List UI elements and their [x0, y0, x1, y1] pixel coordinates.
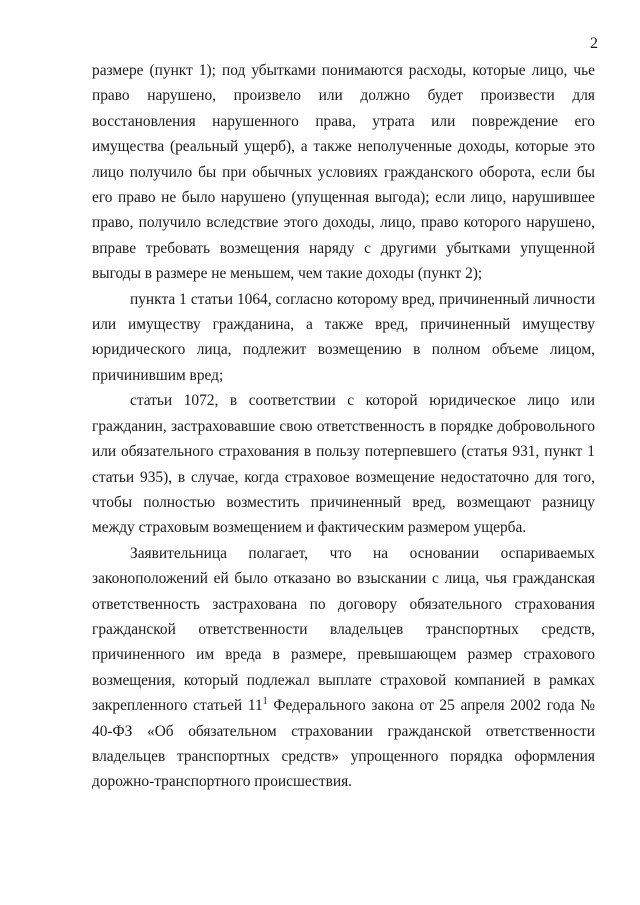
article-superscript: 1 — [262, 696, 268, 708]
claim-text-after: Федерального закона от 25 апреля 2002 года № 40-ФЗ «Об обязательном страховании гражданской ответственности владельцев транспортных средств» упрощенного порядка оформления дорожно-транспортного происшествия. — [92, 697, 595, 791]
claim-text-before: Заявительница полагает, что на основании оспариваемых законоположений ей было отказано во взыскании с лица, чья гражданская ответственность застрахована по договору обязательного страхования гражданской ответственности владельцев транспортных средств, причиненного им вреда в размере, превышающем размер страхового возмещения, который подлежал выплате страховой компанией в рамках закрепленного статьей 11 — [92, 544, 595, 715]
paragraph-applicant-claim — [92, 541, 595, 795]
paragraph-article-1064: пункта 1 статьи 1064, согласно которому вред, причиненный личности или имуществу гражданина, а также вред, причиненный имуществу юридического лица, подлежит возмещению в полном объеме лицом, причинившим вред; — [92, 290, 595, 384]
paragraph-continuation: размере (пункт 1); под убытками понимаются расходы, которые лицо, чье право нарушено, произвело или должно будет произвести для восстановления нарушенного права, утрата или повреждение его имущества (реальный ущерб), а также неполученные доходы, которые это лицо получило бы при обычных условиях гражданского оборота, если бы его право не было нарушено (упущенная выгода); если лицо, нарушившее право, получило вследствие этого доходы, лицо, право которого нарушено, вправе требовать возмещения наряду с другими убытками упущенной выгоды в размере не меньшем, чем такие доходы (пункт 2); — [92, 62, 595, 283]
page-number: 2 — [590, 35, 598, 52]
document-body — [92, 58, 595, 795]
paragraph-article-1072: статьи 1072, в соответствии с которой юридическое лицо или гражданин, застраховавшие свою ответственность в порядке добровольного или обязательного страхования в пользу потерпевшего (статья 931, пункт 1 статьи 935), в случае, когда страховое возмещение недостаточно для того, чтобы полностью возместить причиненный вред, возмещают разницу между страховым возмещением и фактическим размером ущерба. — [92, 392, 595, 537]
